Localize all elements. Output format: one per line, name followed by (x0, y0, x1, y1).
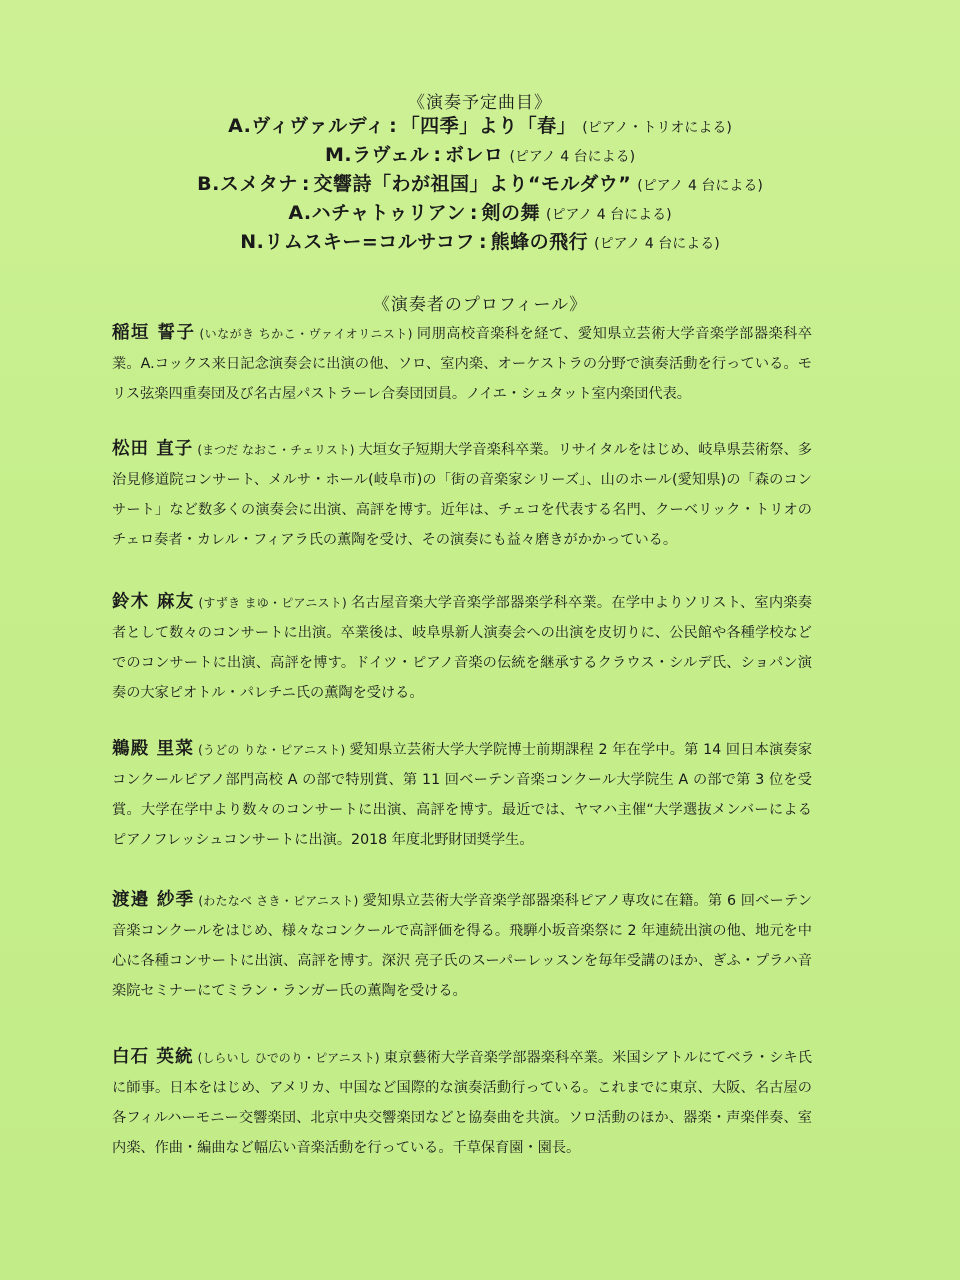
arrangement-note: (ピアノ・トリオによる) (582, 120, 732, 136)
performer-name: 鈴木 麻友 (112, 592, 195, 612)
performer-profile (112, 587, 812, 708)
program-item (0, 199, 960, 228)
performer-profile (112, 434, 812, 555)
performer-bio: 大垣女子短期大学音楽科卒業。リサイタルをはじめ、岐阜県芸術祭、多治見修道院コンサート、メルサ・ホール(岐阜市)の「街の音楽家シリーズ」、山のホール(愛知県)の「森のコンサート」など数多くの演奏会に出演、高評を博す。近年は、チェコを代表する名門、クーベリック・トリオのチェロ奏者・カレル・フィアラ氏の薫陶を受け、その演奏にも益々磨きがかかっている。 (112, 442, 812, 548)
performer-profile (112, 734, 812, 855)
separator: : (433, 144, 441, 166)
arrangement-note: (ピアノ 4 台による) (637, 178, 763, 194)
separator: : (389, 115, 397, 137)
performer-reading: (すずき まゆ・ピアニスト) (198, 596, 347, 610)
performer-bio: 名古屋音楽大学音楽学部器楽学科卒業。在学中よりソリスト、室内楽奏者として数々のコンサートに出演。卒業後は、岐阜県新人演奏会への出演を皮切りに、公民館や各種学校などでのコンサートに出演、高評を博す。ドイツ・ピアノ音楽の伝統を継承するクラウス・シルデ氏、ショパン演奏の大家ピオトル・パレチニ氏の薫陶を受ける。 (112, 595, 812, 701)
performer-name: 鵜殿 里菜 (112, 739, 195, 759)
profiles-heading: 《演奏者のプロフィール》 (372, 295, 588, 315)
performer-name: 松田 直子 (112, 439, 194, 459)
performer-profile (112, 885, 812, 1006)
separator: : (479, 231, 487, 253)
performer-profile (112, 1042, 812, 1163)
program-item (0, 170, 960, 199)
work-title: 剣の舞 (481, 202, 540, 224)
performer-name: 渡邉 紗季 (112, 890, 195, 910)
composer-name: A.ヴィヴァルディ (228, 115, 386, 137)
separator: : (301, 173, 310, 195)
performer-bio: 東京藝術大学音楽学部器楽科卒業。米国シアトルにてベラ・シキ氏に師事。日本をはじめ、アメリカ、中国など国際的な演奏活動行っている。これまでに東京、大阪、名古屋の各フィルハーモニー交響楽団、北京中央交響楽団などと協奏曲を共演。ソロ活動のほか、器楽・声楽伴奏、室内楽、作曲・編曲など幅広い音楽活動を行っている。千草保育園・園長。 (112, 1050, 812, 1156)
composer-name: B.スメタナ (197, 173, 298, 195)
performer-bio: 同朋高校音楽科を経て、愛知県立芸術大学音楽学部器楽科卒業。A.コックス来日記念演奏会に出演の他、ソロ、室内楽、オーケストラの分野で演奏活動を行っている。モリス弦楽四重奏団及び名古屋パストラーレ合奏団団員。ノイエ・シュタット室内楽団代表。 (112, 326, 813, 402)
program-item (0, 228, 960, 257)
performer-name: 白石 英統 (112, 1047, 194, 1067)
work-title: ボレロ (444, 144, 504, 166)
performer-reading: (うどの りな・ピアニスト) (198, 743, 346, 757)
performer-profile (112, 318, 812, 409)
work-title: 「四季」より「春」 (400, 115, 577, 137)
composer-name: M.ラヴェル (324, 144, 430, 166)
work-title: 熊蜂の飛行 (490, 231, 589, 253)
composer-name: A.ハチャトゥリアン (288, 202, 466, 224)
work-title: 交響詩「わが祖国」より“モルダウ” (313, 173, 632, 195)
performer-reading: (まつだ なおこ・チェリスト) (197, 443, 355, 457)
program-heading: 《演奏予定曲目》 (408, 93, 552, 113)
program-item (0, 112, 960, 141)
separator: : (469, 202, 478, 224)
performer-name: 稲垣 誓子 (112, 323, 196, 343)
performer-reading: (しらいし ひでのり・ピアニスト) (197, 1051, 380, 1065)
program-list (0, 112, 960, 257)
performer-reading: (わたなべ さき・ピアニスト) (198, 894, 359, 908)
arrangement-note: (ピアノ 4 台による) (545, 207, 672, 223)
performer-bio: 愛知県立芸術大学音楽学部器楽科ピアノ専攻に在籍。第 6 回ベーテン音楽コンクールをはじめ、様々なコンクールで高評価を得る。飛騨小坂音楽祭に 2 年連続出演の他、地元を中心に各種コンサートに出演、高評を博す。深沢 亮子氏のスーパーレッスンを毎年受講のほか、ぎふ・プラハ音楽院セミナーにてミラン・ランガー氏の薫陶を受ける。 (112, 893, 813, 999)
arrangement-note: (ピアノ 4 台による) (594, 236, 720, 252)
composer-name: N.リムスキー=コルサコフ (240, 231, 476, 253)
performer-bio: 愛知県立芸術大学大学院博士前期課程 2 年在学中。第 14 回日本演奏家コンクールピアノ部門高校 A の部で特別賞、第 11 回ベーテン音楽コンクール大学院生 A の部で第 3 位を受賞。大学在学中より数々のコンサートに出演、高評を博す。最近では、ヤマハ主催“大学選抜メンバーによるピアノフレッシュコンサートに出演。2018 年度北野財団奨学生。 (112, 742, 813, 848)
program-item (0, 141, 960, 170)
performer-reading: (いながき ちかこ・ヴァイオリニスト) (199, 327, 413, 341)
arrangement-note: (ピアノ 4 台による) (509, 149, 636, 165)
